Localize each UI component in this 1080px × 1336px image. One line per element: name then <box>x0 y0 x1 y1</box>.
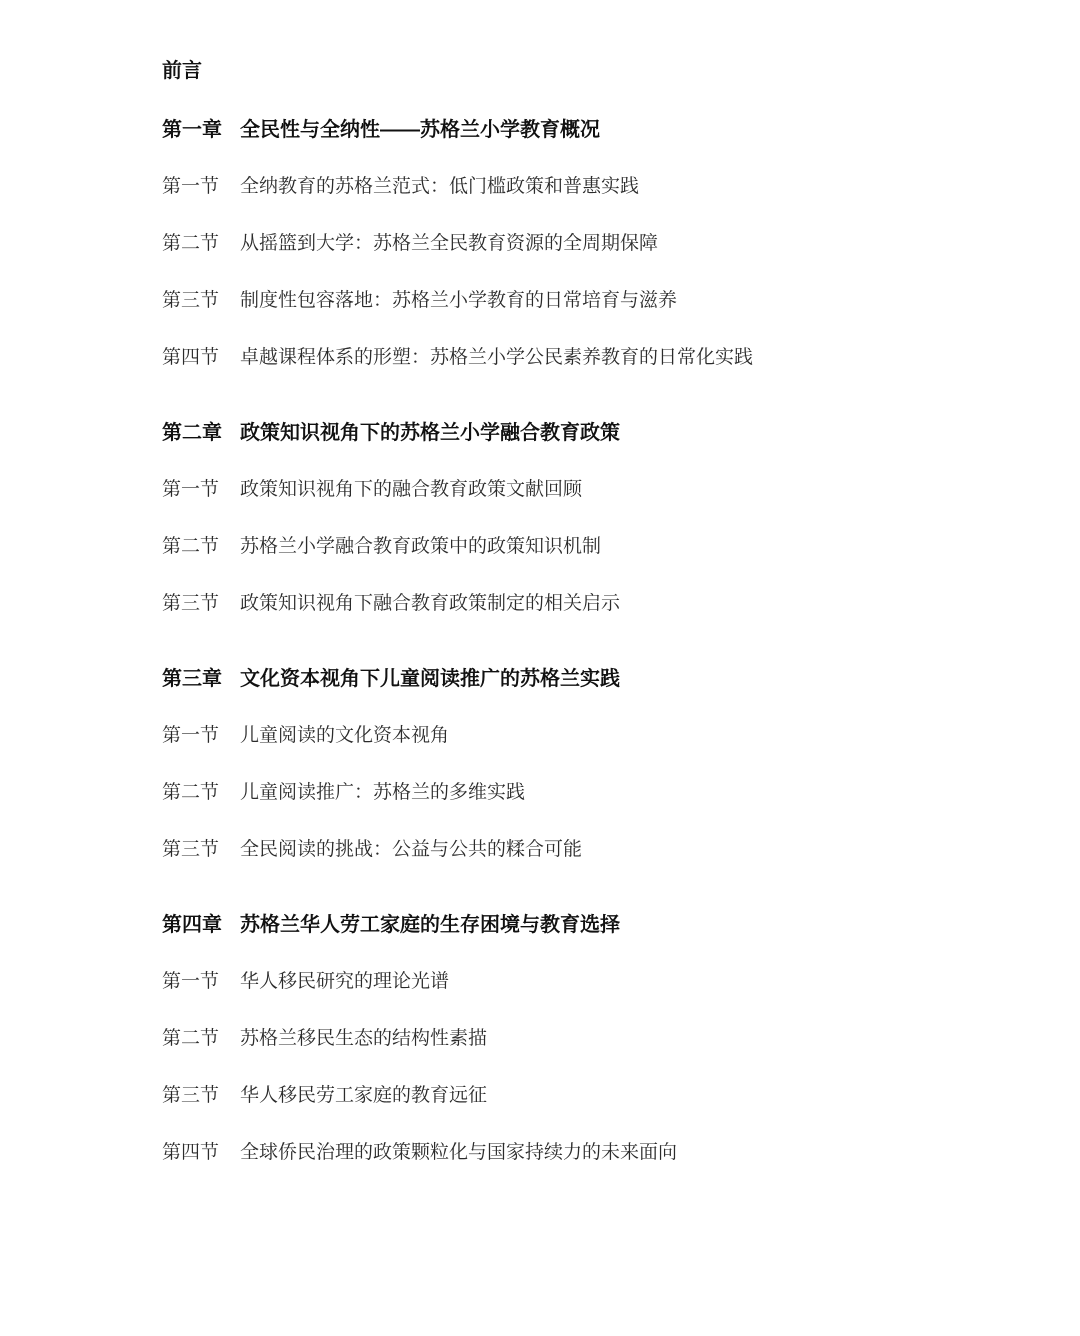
section-label: 第三节 <box>162 1085 220 1106</box>
preface-label: 前言 <box>162 60 202 82</box>
section-title: 儿童阅读的文化资本视角 <box>240 725 450 746</box>
chapter-label: 第四章 <box>162 914 222 936</box>
section-title: 全球侨民治理的政策颗粒化与国家持续力的未来面向 <box>240 1142 678 1163</box>
section-label: 第二节 <box>162 782 220 803</box>
chapter-2-heading <box>162 422 1020 444</box>
chapter-1 <box>162 119 1020 369</box>
toc-entry <box>162 839 1020 861</box>
toc-entry <box>162 536 1020 558</box>
chapter-3 <box>162 668 1020 861</box>
preface-heading <box>162 60 1020 82</box>
section-title: 卓越课程体系的形塑：苏格兰小学公民素养教育的日常化实践 <box>240 347 754 368</box>
section-label: 第一节 <box>162 176 220 197</box>
section-label: 第三节 <box>162 593 220 614</box>
section-label: 第一节 <box>162 971 220 992</box>
section-title: 华人移民研究的理论光谱 <box>240 971 450 992</box>
section-label: 第二节 <box>162 536 220 557</box>
chapter-title: 政策知识视角下的苏格兰小学融合教育政策 <box>240 422 620 444</box>
chapter-title: 全民性与全纳性——苏格兰小学教育概况 <box>240 119 600 141</box>
toc-entry <box>162 176 1020 198</box>
chapter-title: 文化资本视角下儿童阅读推广的苏格兰实践 <box>240 668 620 690</box>
toc-entry <box>162 725 1020 747</box>
section-title: 全纳教育的苏格兰范式：低门槛政策和普惠实践 <box>240 176 640 197</box>
toc-entry <box>162 971 1020 993</box>
toc-entry <box>162 479 1020 501</box>
toc-entry <box>162 1085 1020 1107</box>
toc-entry <box>162 290 1020 312</box>
section-title: 政策知识视角下的融合教育政策文献回顾 <box>240 479 583 500</box>
toc-entry <box>162 782 1020 804</box>
chapter-4 <box>162 914 1020 1164</box>
chapter-label: 第一章 <box>162 119 222 141</box>
toc-entry <box>162 1142 1020 1164</box>
chapter-4-heading <box>162 914 1020 936</box>
section-label: 第二节 <box>162 233 220 254</box>
toc-entry <box>162 1028 1020 1050</box>
chapter-label: 第三章 <box>162 668 222 690</box>
chapter-3-heading <box>162 668 1020 690</box>
section-title: 从摇篮到大学：苏格兰全民教育资源的全周期保障 <box>240 233 659 254</box>
toc-entry <box>162 233 1020 255</box>
section-title: 政策知识视角下融合教育政策制定的相关启示 <box>240 593 621 614</box>
section-title: 苏格兰移民生态的结构性素描 <box>240 1028 488 1049</box>
section-label: 第三节 <box>162 290 220 311</box>
section-label: 第四节 <box>162 1142 220 1163</box>
chapter-label: 第二章 <box>162 422 222 444</box>
section-label: 第三节 <box>162 839 220 860</box>
chapter-2 <box>162 422 1020 615</box>
section-label: 第一节 <box>162 725 220 746</box>
section-title: 华人移民劳工家庭的教育远征 <box>240 1085 488 1106</box>
toc-entry <box>162 347 1020 369</box>
section-title: 苏格兰小学融合教育政策中的政策知识机制 <box>240 536 602 557</box>
chapter-title: 苏格兰华人劳工家庭的生存困境与教育选择 <box>240 914 620 936</box>
toc-entry <box>162 593 1020 615</box>
section-label: 第四节 <box>162 347 220 368</box>
section-label: 第二节 <box>162 1028 220 1049</box>
section-title: 制度性包容落地：苏格兰小学教育的日常培育与滋养 <box>240 290 678 311</box>
section-title: 儿童阅读推广：苏格兰的多维实践 <box>240 782 526 803</box>
chapter-1-heading <box>162 119 1020 141</box>
section-title: 全民阅读的挑战：公益与公共的糅合可能 <box>240 839 583 860</box>
section-label: 第一节 <box>162 479 220 500</box>
